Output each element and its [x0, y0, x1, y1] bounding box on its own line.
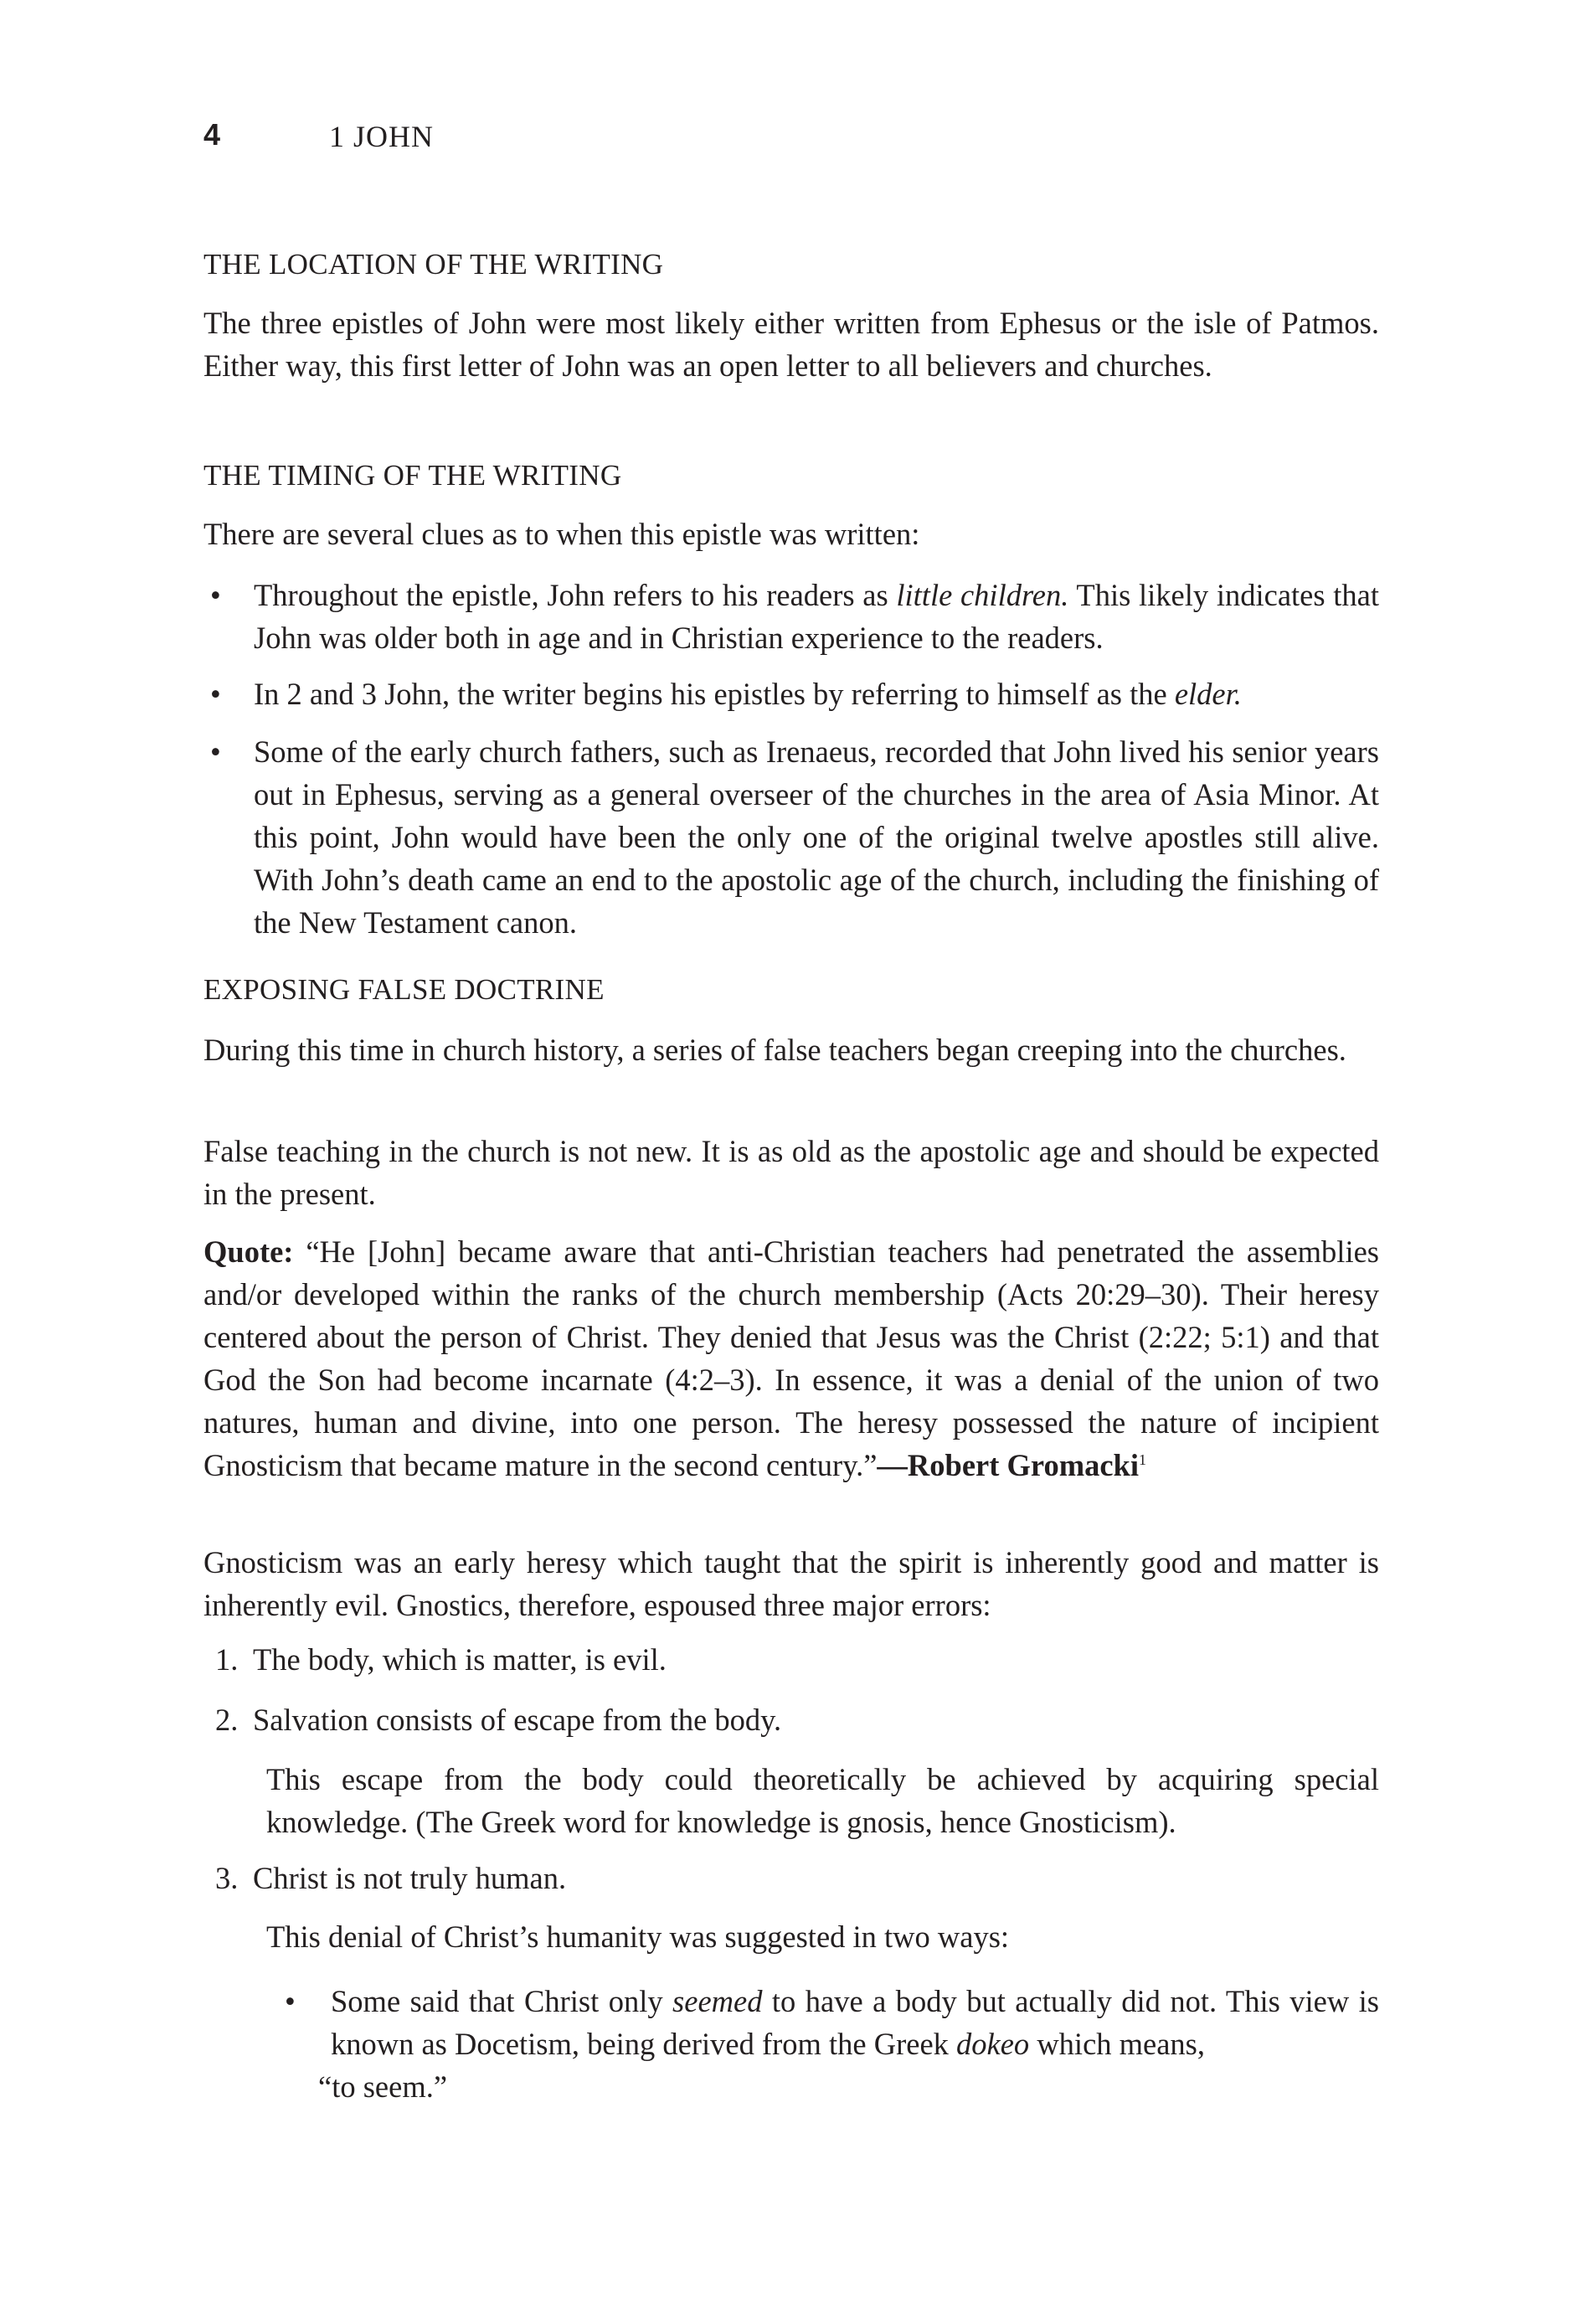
bullet-icon: • [210, 677, 221, 711]
bullet-icon: • [210, 578, 221, 612]
bullet-emphasis: little children. [896, 578, 1069, 612]
gromacki-quote [203, 1230, 1379, 1487]
item-number: 3. [215, 1861, 239, 1895]
false-doctrine-para2: False teaching in the church is not new. It is as old as the apostolic age and should be expected in the present. [203, 1134, 1379, 1211]
footnote-marker[interactable]: 1 [1139, 1451, 1146, 1468]
timing-intro: There are several clues as to when this epistle was written: [203, 517, 920, 551]
bullet-text: Some said that Christ only [331, 1984, 673, 2018]
bullet-emphasis: seemed [672, 1984, 763, 2018]
item-detail: This escape from the body could theoretically be achieved by acquiring special knowledge. (The Greek word for knowledge is gnosis, hence Gnosticism). [266, 1762, 1379, 1839]
section-heading-location: THE LOCATION OF THE WRITING [203, 248, 664, 281]
false-doctrine-para1: During this time in church history, a series of false teachers began creeping into the churches. [203, 1033, 1346, 1067]
gnosticism-paragraph: Gnosticism was an early heresy which taught that the spirit is inherently good and matter is inherently evil. Gnostics, therefore, espoused three major errors: [203, 1545, 1379, 1622]
numbered-item [215, 1857, 1379, 1899]
bullet-emphasis: elder. [1174, 677, 1242, 711]
page-header [203, 117, 435, 153]
list-item [203, 672, 1379, 715]
section-heading-false-doctrine: EXPOSING FALSE DOCTRINE [203, 973, 605, 1006]
quote-attribution: —Robert Gromacki [877, 1448, 1139, 1482]
list-item [285, 1980, 1379, 2108]
item-text: Christ is not truly human. [253, 1861, 567, 1895]
quote-label: Quote: [203, 1234, 294, 1269]
bullet-continuation: “to seem.” [318, 2069, 448, 2104]
item-text: Salvation consists of escape from the body. [253, 1703, 782, 1737]
bullet-emphasis: dokeo [956, 2027, 1030, 2061]
quote-text: “He [John] became aware that anti-Christian teachers had penetrated the assemblies and/or developed within the ranks of the church membership (Acts 20:29–30). Their heresy centered about the person of Christ. They denied that Jesus was the Christ (2:22; 5:1) and that God the Son had become incarnate (4:2–3). In essence, it was a denial of the union of two natures, human and divine, into one person. The heresy possessed the nature of incipient Gnosticism that became mature in the second century.” [203, 1234, 1379, 1482]
bullet-text: to have a body but actually did not. This view is known as Docetism, being derived from the Greek [331, 1984, 1380, 2061]
page-number: 4 [203, 117, 221, 152]
bullet-text: In 2 and 3 John, the writer begins his epistles by referring to himself as the [254, 677, 1175, 711]
list-item [203, 730, 1379, 944]
bullet-icon: • [285, 1984, 296, 2018]
numbered-item [215, 1638, 1379, 1681]
bullet-text: Throughout the epistle, John refers to his readers as [254, 578, 897, 612]
bullet-icon: • [210, 734, 221, 769]
list-item [203, 574, 1379, 659]
section-heading-timing: THE TIMING OF THE WRITING [203, 459, 622, 492]
location-paragraph: The three epistles of John were most likely either written from Ephesus or the isle of Patmos. Either way, this first letter of John was an open letter to all believers and churches. [203, 306, 1379, 383]
bullet-text: This likely indicates that John was older both in age and in Christian experience to the readers. [254, 578, 1379, 655]
running-head: 1 JOHN [329, 120, 435, 153]
bullet-text: Some of the early church fathers, such as Irenaeus, recorded that John lived his senior years out in Ephesus, serving as a general overseer of the churches in the area of Asia Minor. At this point, John would have been the only one of the original twelve apostles still alive. With John’s death came an end to the apostolic age of the church, including the finishing of the New Testament canon. [254, 734, 1379, 940]
item-number: 1. [215, 1642, 239, 1677]
item-number: 2. [215, 1703, 239, 1737]
item-detail: This denial of Christ’s humanity was suggested in two ways: [266, 1919, 1010, 1954]
item-text: The body, which is matter, is evil. [253, 1642, 667, 1677]
bullet-text: which means, [1029, 2027, 1206, 2061]
numbered-item [215, 1698, 1379, 1741]
